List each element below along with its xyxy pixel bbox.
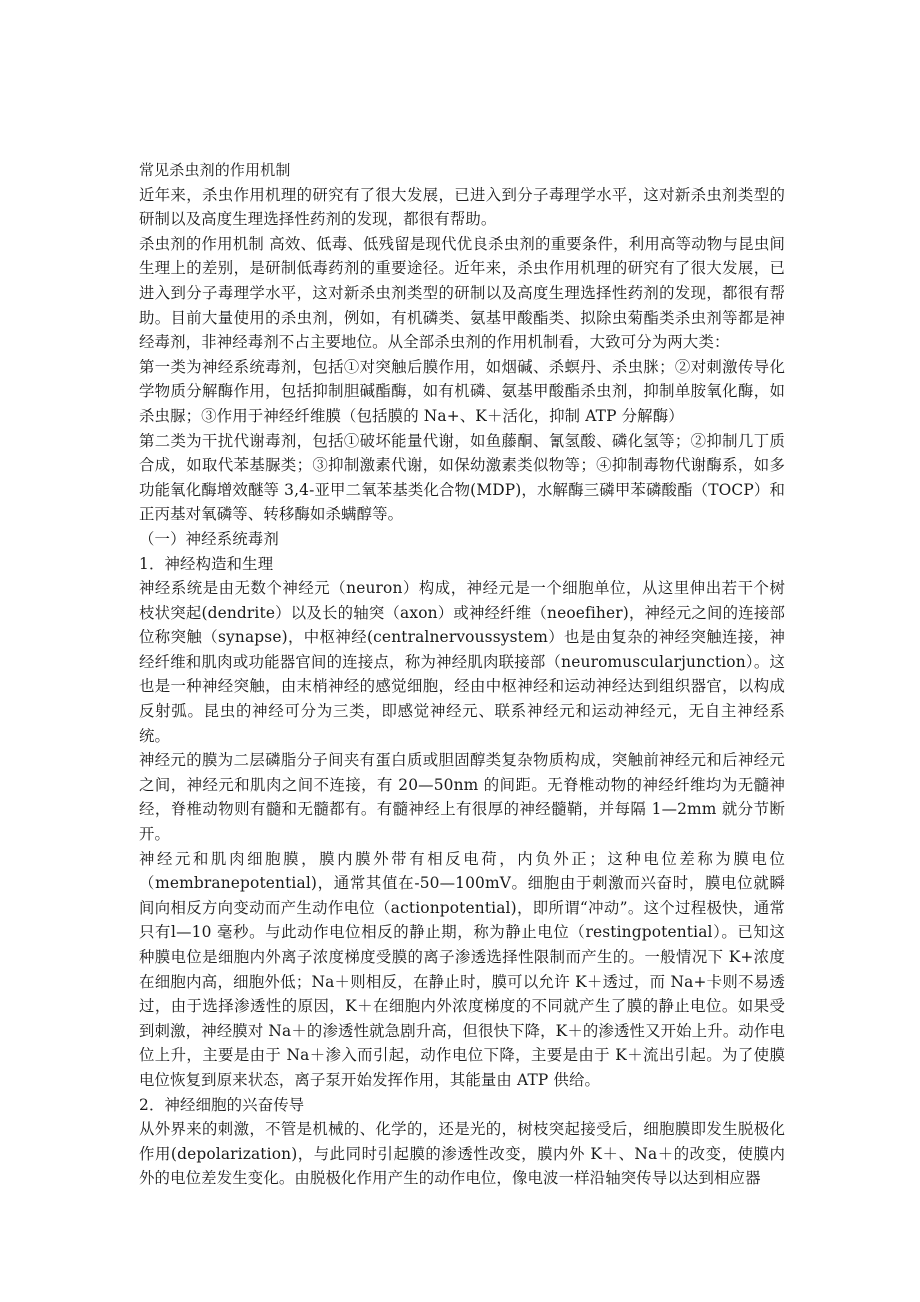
paragraph-neuron-membrane: 神经元的膜为二层磷脂分子间夹有蛋白质或胆固醇类复杂物质构成，突触前神经元和后神经元之间，神经元和肌肉之间不连接，有 20—50nm 的间距。无脊椎动物的神经纤维均为无髓神经，脊椎动物则有髓和无髓都有。有髓神经上有很厚的神经髓鞘，并每隔 1—2mm 就分节断开。 <box>139 751 785 844</box>
paragraph-intro: 近年来，杀虫作用机理的研究有了很大发展，已进入到分子毒理学水平，这对新杀虫剂类型的研制以及高度生理选择性药剂的发现，都很有帮助。 <box>139 185 785 229</box>
paragraph-class-one: 第一类为神经系统毒剂，包括①对突触后膜作用，如烟碱、杀螟丹、杀虫脒；②对刺激传导化学物质分解酶作用，包括抑制胆碱酯酶，如有机磷、氨基甲酸酯杀虫剂，抑制单胺氧化酶，如杀虫脲；③作用于神经纤维膜（包括膜的 Na+、K＋活化，抑制 ATP 分解酶） <box>139 357 785 425</box>
subsection-heading-neural-structure: 1．神经构造和生理 <box>139 554 274 573</box>
paragraph-class-two: 第二类为干扰代谢毒剂，包括①破坏能量代谢，如鱼藤酮、氰氢酸、磷化氢等；②抑制几丁质合成，如取代苯基脲类；③抑制激素代谢，如保幼激素类似物等；④抑制毒物代谢酶系，如多功能氧化酶增效醚等 3,4-亚甲二氧苯基类化合物(MDP)，水解酶三磷甲苯磷酸酯（TOCP）和正丙基对氧磷等、转移酶如杀螨醇等。 <box>139 431 785 524</box>
document-title: 常见杀虫剂的作用机制 <box>139 161 291 179</box>
paragraph-mechanism: 杀虫剂的作用机制 高效、低毒、低残留是现代优良杀虫剂的重要条件，利用高等动物与昆虫间生理上的差别，是研制低毒药剂的重要途径。近年来，杀虫作用机理的研究有了很大发展，已进入到分子毒理学水平，这对新杀虫剂类型的研制以及高度生理选择性药剂的发现，都很有帮助。目前大量使用的杀虫剂，例如，有机磷类、氨基甲酸酯类、拟除虫菊酯类杀虫剂等都是神经毒剂，非神经毒剂不占主要地位。从全部杀虫剂的作用机制看，大致可分为两大类： <box>139 234 785 352</box>
document-body <box>139 158 785 1191</box>
paragraph-stimulus: 从外界来的刺激，不管是机械的、化学的，还是光的，树枝突起接受后，细胞膜即发生脱极化作用(depolarization)，与此同时引起膜的渗透性改变，膜内外 K＋、Na＋的改变，使膜内外的电位差发生变化。由脱极化作用产生的动作电位，像电波一样沿轴突传导以达到相应器 <box>139 1120 785 1188</box>
paragraph-nervous-system: 神经系统是由无数个神经元（neuron）构成，神经元是一个细胞单位，从这里伸出若干个树枝状突起(dendrite）以及长的轴突（axon）或神经纤维（neoefiher)，神经元之间的连接部位称突触（synapse)，中枢神经(centralnervoussystem）也是由复杂的神经突触连接，神经纤维和肌肉或功能器官间的连接点，称为神经肌肉联接部（neuromuscularjunction）。这也是一种神经突触，由末梢神经的感觉细胞，经由中枢神经和运动神经达到组织器官，以构成反射弧。昆虫的神经可分为三类，即感觉神经元、联系神经元和运动神经元，无自主神经系统。 <box>139 579 785 745</box>
subsection-heading-excitation-conduction: 2．神经细胞的兴奋传导 <box>139 1095 305 1114</box>
section-heading-nervous-toxins: （一）神经系统毒剂 <box>139 529 279 548</box>
paragraph-membrane-potential: 神经元和肌肉细胞膜，膜内膜外带有相反电荷，内负外正；这种电位差称为膜电位（membranepotential)，通常其值在-50—100mV。细胞由于刺激而兴奋时，膜电位就瞬间向相反方向变动而产生动作电位（actionpotential)，即所谓“冲动”。这个过程极快，通常只有l—10 毫秒。与此动作电位相反的静止期，称为静止电位（restingpotential）。已知这种膜电位是细胞内外离子浓度梯度受膜的离子渗透选择性限制而产生的。一般情况下 K+浓度在细胞内高，细胞外低；Na＋则相反，在静止时，膜可以允许 K＋透过，而 Na+卡则不易透过，由于选择渗透性的原因，K＋在细胞内外浓度梯度的不同就产生了膜的静止电位。如果受到刺激，神经膜对 Na＋的渗透性就急剧升高，但很快下降，K＋的渗透性又开始上升。动作电位上升，主要是由于 Na＋渗入而引起，动作电位下降，主要是由于 K＋流出引起。为了使膜电位恢复到原来状态，离子泵开始发挥作用，其能量由 ATP 供给。 <box>139 849 785 1089</box>
